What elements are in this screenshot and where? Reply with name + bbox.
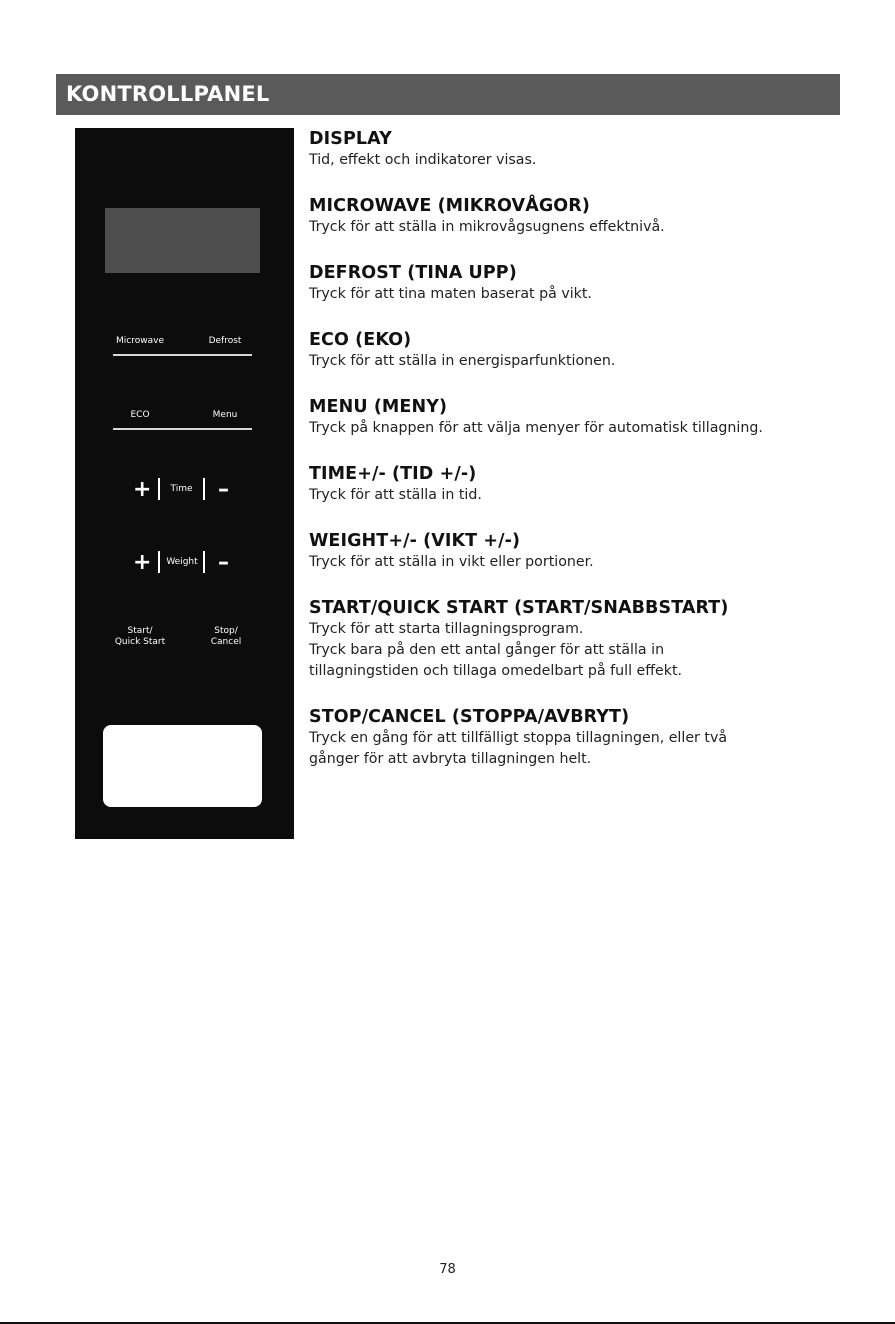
section-title: DEFROST (TINA UPP) (309, 263, 517, 283)
section-time (309, 463, 849, 506)
defrost-button-label: Defrost (208, 336, 242, 346)
section-text: Tryck för att ställa in vikt eller portioner. (309, 554, 594, 570)
weight-plus-icon: + (133, 550, 152, 575)
section-text: Tid, effekt och indikatorer visas. (309, 152, 537, 168)
section-text: gånger för att avbryta tillagningen helt. (309, 751, 592, 767)
section-defrost (309, 262, 849, 305)
door-release-button (103, 725, 262, 807)
stop-label-line1: Stop/ (214, 626, 238, 636)
section-microwave (309, 195, 849, 238)
section-title: MICROWAVE (MIKROVÅGOR) (309, 196, 590, 216)
start-button-label (109, 626, 171, 648)
eco-button-label: ECO (130, 410, 150, 420)
time-button-label: Time (170, 484, 193, 494)
section-text: Tryck för att ställa in mikrovågsugnens effektnivå. (309, 219, 665, 235)
section-weight (309, 530, 849, 573)
time-minus-icon: – (218, 477, 229, 502)
weight-minus-icon: – (218, 550, 229, 575)
section-header: KONTROLLPANEL (56, 74, 840, 115)
divider-line (113, 354, 252, 356)
control-panel-illustration (75, 128, 294, 839)
section-title: START/QUICK START (START/SNABBSTART) (309, 598, 729, 618)
start-label-line1: Start/ (127, 626, 153, 636)
display-screen (105, 208, 260, 273)
microwave-button-label: Microwave (116, 336, 164, 346)
section-text: Tryck bara på den ett antal gånger för att ställa in (309, 642, 665, 658)
section-text: Tryck för att tina maten baserat på vikt. (309, 286, 592, 302)
section-text: Tryck för att ställa in tid. (309, 487, 482, 503)
divider-bar (158, 551, 160, 573)
stop-label-line2: Cancel (210, 637, 242, 647)
divider-bar (203, 551, 205, 573)
section-menu (309, 396, 849, 439)
section-text: tillagningstiden och tillaga omedelbart på full effekt. (309, 663, 683, 679)
section-display (309, 128, 849, 171)
section-eco (309, 329, 849, 372)
section-text: Tryck på knappen för att välja menyer för automatisk tillagning. (309, 420, 763, 436)
start-label-line2: Quick Start (114, 637, 166, 647)
stop-button-label (203, 626, 249, 648)
section-start (309, 597, 849, 682)
divider-line (113, 428, 252, 430)
descriptions (309, 128, 849, 794)
divider-bar (158, 478, 160, 500)
page-number: 78 (439, 1262, 456, 1277)
section-text: Tryck för att starta tillagningsprogram. (309, 621, 584, 637)
section-title: WEIGHT+/- (VIKT +/-) (309, 531, 521, 551)
divider-bar (203, 478, 205, 500)
time-plus-icon: + (133, 477, 152, 502)
section-text: Tryck för att ställa in energisparfunktionen. (309, 353, 616, 369)
weight-button-label: Weight (166, 557, 198, 567)
section-title: TIME+/- (TID +/-) (309, 464, 477, 484)
section-stop (309, 706, 849, 770)
section-text: Tryck en gång för att tillfälligt stoppa tillagningen, eller två (309, 730, 728, 746)
section-title: STOP/CANCEL (STOPPA/AVBRYT) (309, 707, 630, 727)
menu-button-label: Menu (212, 410, 238, 420)
section-title: MENU (MENY) (309, 397, 448, 417)
section-title: DISPLAY (309, 129, 392, 149)
section-title: ECO (EKO) (309, 330, 412, 350)
